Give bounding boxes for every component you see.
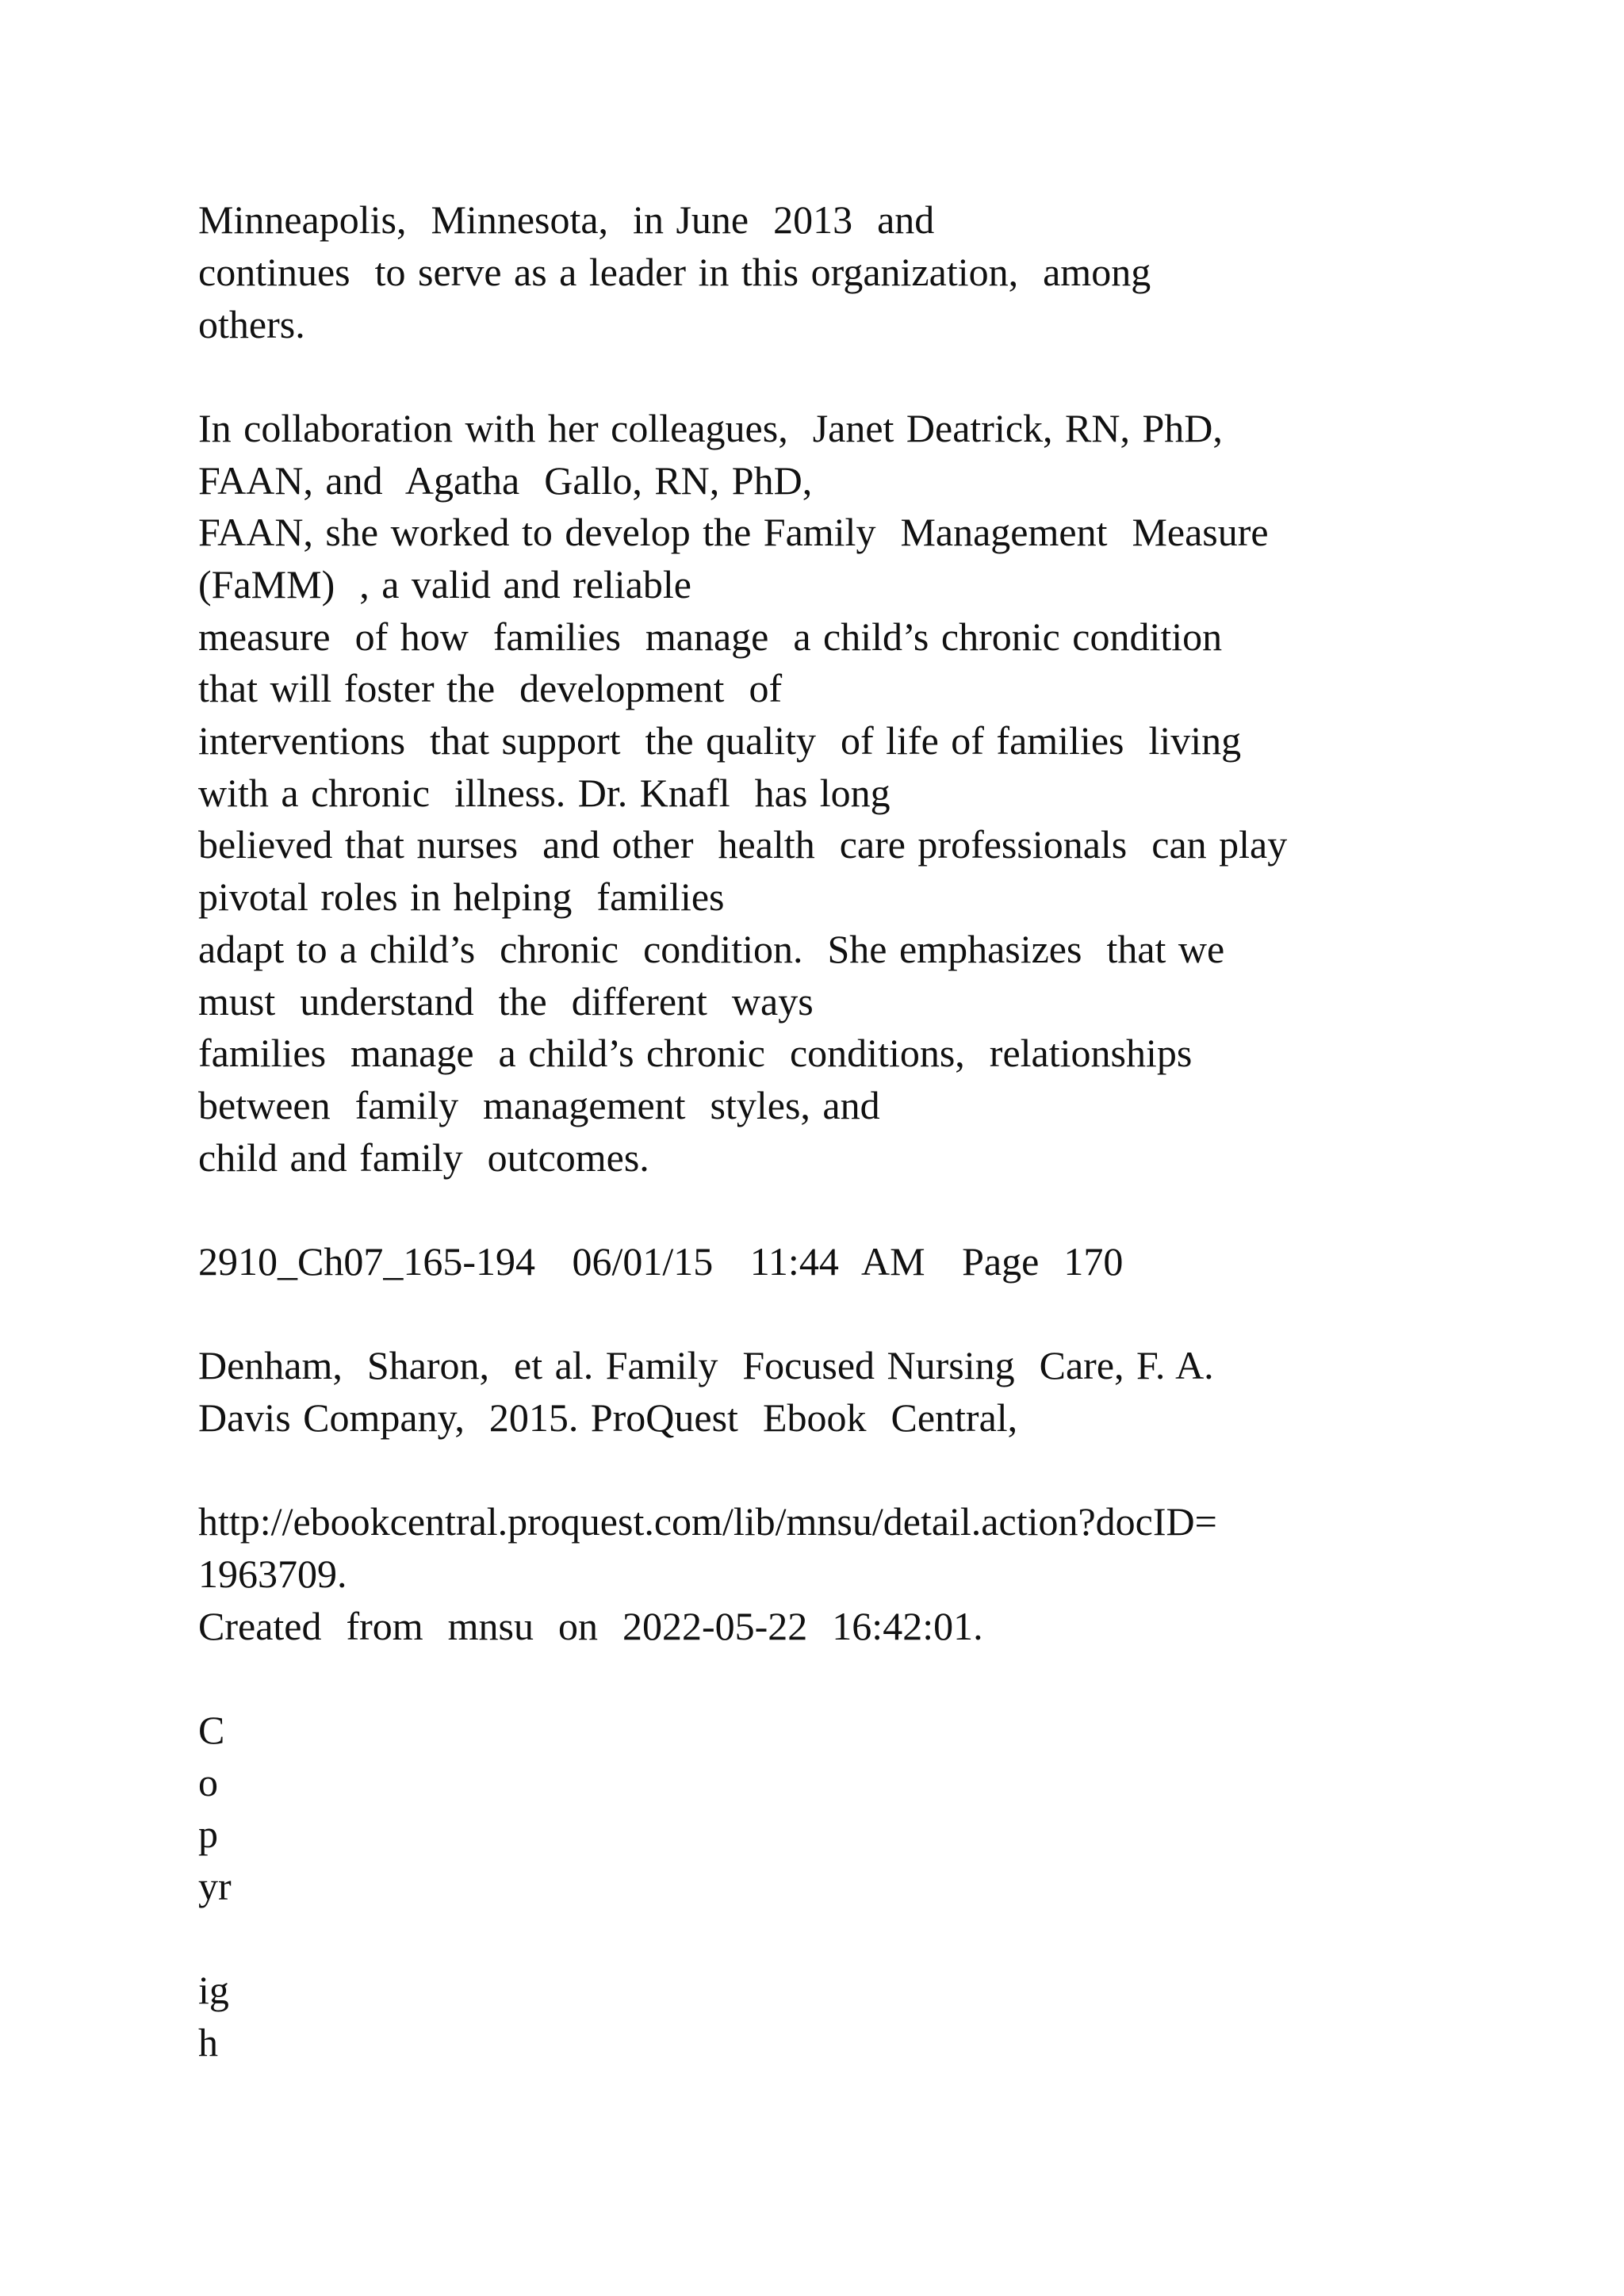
text-line: adapt to a child’s chronic condition. She emphasizes that we bbox=[198, 927, 1225, 971]
text-line: that will foster the development of bbox=[198, 666, 783, 710]
text-line: (FaMM) , a valid and reliable bbox=[198, 562, 691, 607]
text-line: families manage a child’s chronic conditions, relationships bbox=[198, 1031, 1193, 1075]
text-line: FAAN, she worked to develop the Family Management Measure bbox=[198, 510, 1269, 554]
page-header-line: 2910_Ch07_165-194 06/01/15 11:44 AM Page 170 bbox=[198, 1239, 1124, 1284]
citation-url: 1963709. bbox=[198, 1552, 347, 1596]
copyright-fragment: C bbox=[198, 1708, 225, 1752]
text-line: pivotal roles in helping families bbox=[198, 874, 725, 919]
text-line: must understand the different ways bbox=[198, 979, 814, 1024]
citation-line: Denham, Sharon, et al. Family Focused Nursing Care, F. A. bbox=[198, 1343, 1214, 1387]
copyright-fragment: ig bbox=[198, 1968, 229, 2012]
text-line: continues to serve as a leader in this organization, among bbox=[198, 250, 1151, 294]
text-line: FAAN, and Agatha Gallo, RN, PhD, bbox=[198, 458, 813, 503]
text-line: believed that nurses and other health care professionals can play bbox=[198, 822, 1288, 867]
text-line: Minneapolis, Minnesota, in June 2013 and bbox=[198, 197, 935, 242]
text-line: between family management styles, and bbox=[198, 1083, 880, 1127]
created-line: Created from mnsu on 2022-05-22 16:42:01. bbox=[198, 1604, 983, 1648]
text-line: child and family outcomes. bbox=[198, 1135, 649, 1180]
citation-line: Davis Company, 2015. ProQuest Ebook Central, bbox=[198, 1395, 1018, 1440]
text-line: interventions that support the quality of life of families living bbox=[198, 718, 1242, 763]
text-line: In collaboration with her colleagues, Janet Deatrick, RN, PhD, bbox=[198, 406, 1223, 450]
copyright-fragment: o bbox=[198, 1760, 218, 1804]
text-line: with a chronic illness. Dr. Knafl has long bbox=[198, 771, 891, 815]
text-line: measure of how families manage a child’s chronic condition bbox=[198, 614, 1223, 659]
copyright-fragment: p bbox=[198, 1812, 218, 1856]
citation-url: http://ebookcentral.proquest.com/lib/mnsu/detail.action?docID= bbox=[198, 1499, 1217, 1544]
copyright-fragment: yr bbox=[198, 1864, 232, 1908]
copyright-fragment: h bbox=[198, 2020, 218, 2064]
text-line: others. bbox=[198, 302, 305, 346]
